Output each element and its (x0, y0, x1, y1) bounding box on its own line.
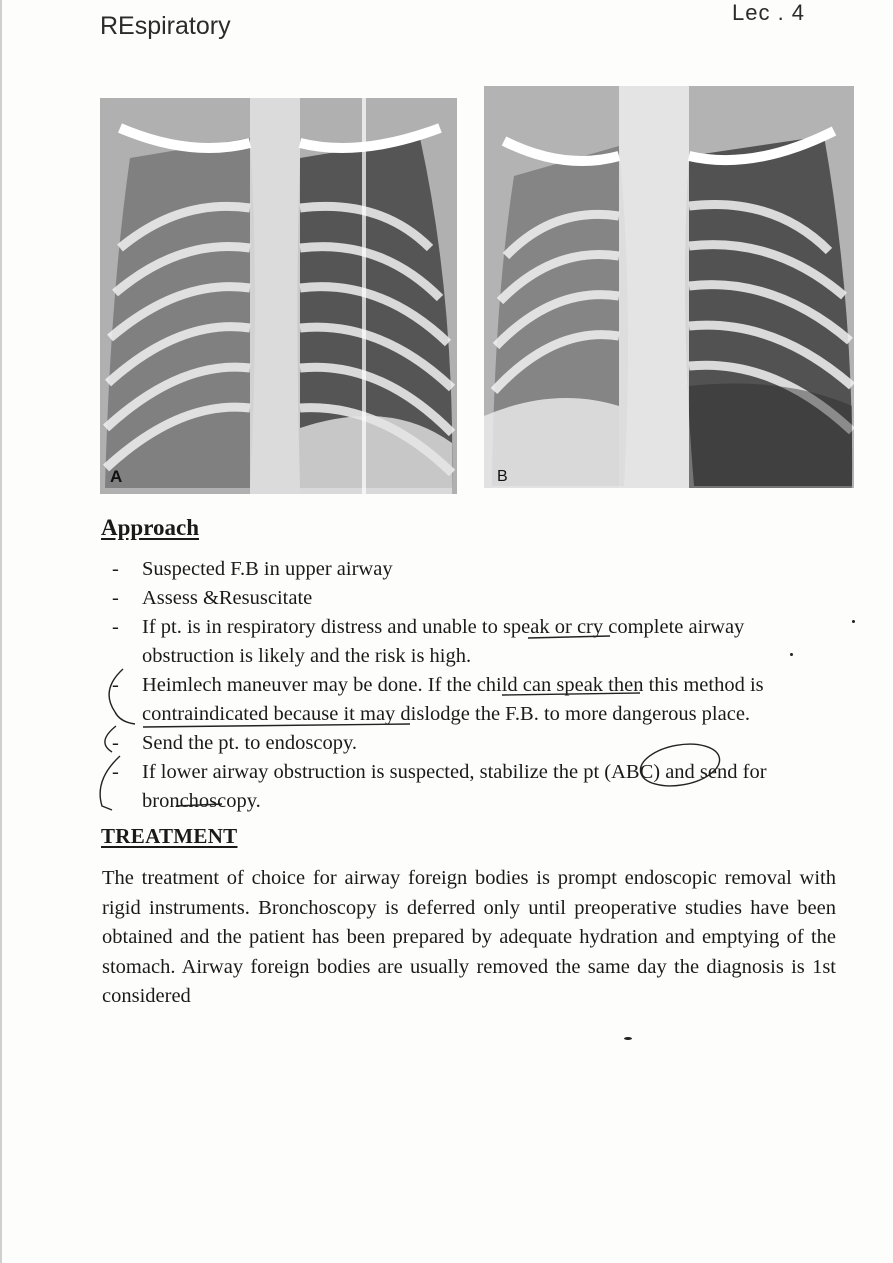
ink-speck (624, 1037, 632, 1040)
list-item: - Send the pt. to endoscopy. (112, 732, 358, 754)
list-item: - Heimlech maneuver may be done. If the child can speak then this method is contraindicated because it may dislodge the F.B. to more dangerous place. (112, 674, 764, 725)
ink-speck (790, 653, 793, 656)
list-item-text: If lower airway obstruction is suspected, stabilize the pt (ABC) and send for bronchoscopy. (142, 761, 767, 812)
lecture-number: Lec . 4 (732, 0, 806, 25)
list-item: - If pt. is in respiratory distress and unable to speak or cry complete airway obstruction is likely and the risk is high. (112, 616, 745, 667)
treatment-paragraph: The treatment of choice for airway foreign bodies is prompt endoscopic removal with rigid instruments. Bronchoscopy is deferred only until preoperative studies have been obtained and the patient has been prepared by adequate hydration and emptying of the stomach. Airway foreign bodies are usually removed the same day the diagnosis is 1st considered (102, 867, 836, 1007)
list-item: - Suspected F.B in upper airway (112, 558, 393, 580)
list-item-text: If pt. is in respiratory distress and unable to speak or cry complete airway obstruction is likely and the risk is high. (142, 616, 745, 667)
treatment-heading: TREATMENT (101, 824, 238, 848)
approach-heading: Approach (101, 515, 199, 540)
list-item-text: Heimlech maneuver may be done. If the child can speak then this method is contraindicated because it may dislodge the F.B. to more dangerous place. (142, 674, 764, 725)
figure-label-b: B (497, 468, 508, 485)
ink-speck (852, 620, 855, 623)
list-item-text: Suspected F.B in upper airway (142, 558, 393, 580)
subject-title: REspiratory (100, 12, 231, 40)
list-item-text: Assess &Resuscitate (142, 587, 313, 609)
page-edge (0, 0, 2, 1263)
figure-label-a: A (110, 467, 123, 486)
xray-image-a (100, 98, 457, 494)
xray-image-b (484, 86, 854, 488)
approach-list (112, 555, 832, 816)
list-item: - If lower airway obstruction is suspected, stabilize the pt (ABC) and send for bronchoscopy. (112, 761, 767, 812)
list-item-text: Send the pt. to endoscopy. (142, 732, 358, 754)
list-item: - Assess &Resuscitate (112, 587, 313, 609)
